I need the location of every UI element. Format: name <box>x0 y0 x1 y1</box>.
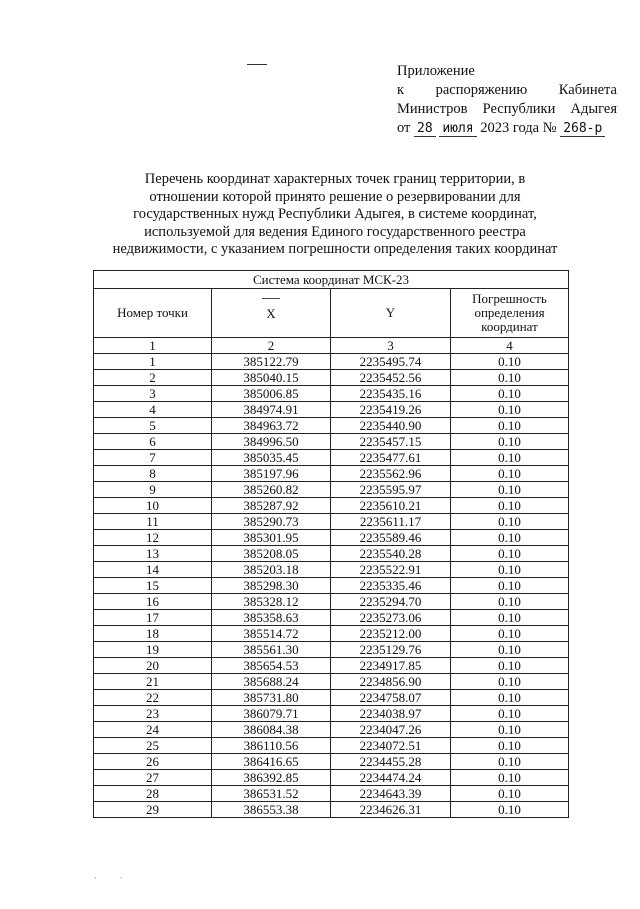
cell-y: 2235457.15 <box>331 434 451 450</box>
table-row <box>94 482 569 498</box>
date-year: 2023 года № <box>480 120 557 136</box>
cell-point-number: 26 <box>94 754 212 770</box>
cell-point-number: 18 <box>94 626 212 642</box>
cell-x: 385260.82 <box>212 482 331 498</box>
cell-accuracy: 0.10 <box>451 594 569 610</box>
cell-y: 2235495.74 <box>331 354 451 370</box>
cell-y: 2234455.28 <box>331 754 451 770</box>
cell-accuracy: 0.10 <box>451 754 569 770</box>
table-row <box>94 578 569 594</box>
cell-y: 2235595.97 <box>331 482 451 498</box>
header-accuracy: Погрешность определения координат <box>451 289 569 338</box>
cell-x: 384996.50 <box>212 434 331 450</box>
cell-y: 2235435.16 <box>331 386 451 402</box>
cell-accuracy: 0.10 <box>451 786 569 802</box>
cell-x: 385514.72 <box>212 626 331 642</box>
cell-x: 386553.38 <box>212 802 331 818</box>
cell-x: 385688.24 <box>212 674 331 690</box>
cell-accuracy: 0.10 <box>451 562 569 578</box>
coordinate-system-label: Система координат МСК-23 <box>94 271 569 289</box>
cell-y: 2235477.61 <box>331 450 451 466</box>
table-row <box>94 450 569 466</box>
cell-point-number: 3 <box>94 386 212 402</box>
cell-y: 2235611.17 <box>331 514 451 530</box>
table-row <box>94 594 569 610</box>
table-row <box>94 674 569 690</box>
cell-y: 2234047.26 <box>331 722 451 738</box>
cell-y: 2235294.70 <box>331 594 451 610</box>
cell-point-number: 13 <box>94 546 212 562</box>
cell-x: 386531.52 <box>212 786 331 802</box>
cell-y: 2235452.56 <box>331 370 451 386</box>
cell-x: 385290.73 <box>212 514 331 530</box>
header-dash-mark <box>262 298 280 299</box>
document-number: 268-р <box>560 121 605 137</box>
appendix-line-3 <box>397 100 617 119</box>
table-row <box>94 562 569 578</box>
cell-point-number: 2 <box>94 370 212 386</box>
document-heading <box>100 171 570 259</box>
cell-y: 2235129.76 <box>331 642 451 658</box>
cell-y: 2234643.39 <box>331 786 451 802</box>
cell-point-number: 1 <box>94 354 212 370</box>
heading-line: недвижимости, с указанием погрешности определения таких координат <box>112 241 558 257</box>
cell-accuracy: 0.10 <box>451 386 569 402</box>
cell-point-number: 19 <box>94 642 212 658</box>
cell-y: 2235212.00 <box>331 626 451 642</box>
cell-y: 2234758.07 <box>331 690 451 706</box>
cell-x: 385006.85 <box>212 386 331 402</box>
cell-point-number: 10 <box>94 498 212 514</box>
cell-y: 2235335.46 <box>331 578 451 594</box>
cell-accuracy: 0.10 <box>451 722 569 738</box>
cell-accuracy: 0.10 <box>451 578 569 594</box>
appendix-title: Приложение <box>397 63 475 79</box>
cell-y: 2235440.90 <box>331 418 451 434</box>
cell-accuracy: 0.10 <box>451 530 569 546</box>
cell-y: 2235562.96 <box>331 466 451 482</box>
cell-y: 2235610.21 <box>331 498 451 514</box>
cell-point-number: 16 <box>94 594 212 610</box>
heading-line: используемой для ведения Единого государственного реестра <box>144 223 526 240</box>
cell-x: 385301.95 <box>212 530 331 546</box>
cell-x: 385287.92 <box>212 498 331 514</box>
table-row <box>94 546 569 562</box>
table-row <box>94 354 569 370</box>
header-x <box>212 289 331 338</box>
table-row <box>94 434 569 450</box>
date-prefix: от <box>397 120 411 136</box>
cell-accuracy: 0.10 <box>451 658 569 674</box>
table-row <box>94 786 569 802</box>
table-row <box>94 610 569 626</box>
column-number-row <box>94 338 569 354</box>
cell-point-number: 28 <box>94 786 212 802</box>
cell-x: 385731.80 <box>212 690 331 706</box>
cell-accuracy: 0.10 <box>451 706 569 722</box>
cell-accuracy: 0.10 <box>451 466 569 482</box>
appendix-word: распоряжению <box>435 82 528 98</box>
appendix-word: Адыгея <box>570 101 617 117</box>
table-row <box>94 626 569 642</box>
appendix-word: Республики <box>482 101 556 117</box>
column-number: 2 <box>212 338 331 354</box>
cell-accuracy: 0.10 <box>451 610 569 626</box>
cell-x: 385197.96 <box>212 466 331 482</box>
cell-accuracy: 0.10 <box>451 738 569 754</box>
cell-point-number: 4 <box>94 402 212 418</box>
cell-accuracy: 0.10 <box>451 642 569 658</box>
heading-line: Перечень координат характерных точек границ территории, в <box>144 171 526 187</box>
cell-y: 2234917.85 <box>331 658 451 674</box>
cell-point-number: 12 <box>94 530 212 546</box>
cell-y: 2235589.46 <box>331 530 451 546</box>
table-row <box>94 690 569 706</box>
cell-accuracy: 0.10 <box>451 418 569 434</box>
cell-accuracy: 0.10 <box>451 482 569 498</box>
column-number: 4 <box>451 338 569 354</box>
heading-line: отношении которой принято решение о резервировании для <box>149 188 521 205</box>
table-row <box>94 738 569 754</box>
table-row <box>94 402 569 418</box>
cell-x: 386079.71 <box>212 706 331 722</box>
cell-accuracy: 0.10 <box>451 514 569 530</box>
cell-point-number: 29 <box>94 802 212 818</box>
cell-accuracy: 0.10 <box>451 370 569 386</box>
table-row <box>94 770 569 786</box>
cell-accuracy: 0.10 <box>451 802 569 818</box>
table-row <box>94 498 569 514</box>
coordinates-table <box>93 270 569 818</box>
cell-y: 2235273.06 <box>331 610 451 626</box>
heading-line: государственных нужд Республики Адыгея, в системе координат, <box>133 206 537 222</box>
cell-accuracy: 0.10 <box>451 498 569 514</box>
table-row <box>94 370 569 386</box>
cell-point-number: 7 <box>94 450 212 466</box>
appendix-line-2 <box>397 81 617 100</box>
table-row <box>94 530 569 546</box>
table-row <box>94 642 569 658</box>
appendix-block <box>397 62 617 138</box>
cell-point-number: 17 <box>94 610 212 626</box>
cell-accuracy: 0.10 <box>451 546 569 562</box>
cell-point-number: 14 <box>94 562 212 578</box>
table-row <box>94 418 569 434</box>
cell-point-number: 23 <box>94 706 212 722</box>
appendix-word: к <box>397 82 405 98</box>
cell-y: 2234626.31 <box>331 802 451 818</box>
cell-accuracy: 0.10 <box>451 770 569 786</box>
cell-x: 384974.91 <box>212 402 331 418</box>
table-body <box>94 354 569 818</box>
table-row <box>94 722 569 738</box>
date-day: 28 <box>414 121 436 137</box>
cell-x: 385358.63 <box>212 610 331 626</box>
table-row <box>94 386 569 402</box>
cell-accuracy: 0.10 <box>451 450 569 466</box>
cell-x: 386416.65 <box>212 754 331 770</box>
table-row <box>94 706 569 722</box>
cell-y: 2234856.90 <box>331 674 451 690</box>
cell-y: 2235522.91 <box>331 562 451 578</box>
cell-accuracy: 0.10 <box>451 434 569 450</box>
appendix-word: Министров <box>397 101 468 117</box>
cell-x: 385561.30 <box>212 642 331 658</box>
column-number: 1 <box>94 338 212 354</box>
date-month: июля <box>439 121 476 137</box>
cell-x: 386084.38 <box>212 722 331 738</box>
appendix-word: Кабинета <box>558 82 617 98</box>
cell-point-number: 27 <box>94 770 212 786</box>
cell-x: 384963.72 <box>212 418 331 434</box>
cell-x: 385203.18 <box>212 562 331 578</box>
cell-y: 2234038.97 <box>331 706 451 722</box>
header-point-number: Номер точки <box>94 289 212 338</box>
cell-y: 2234072.51 <box>331 738 451 754</box>
cell-y: 2235540.28 <box>331 546 451 562</box>
cell-x: 385654.53 <box>212 658 331 674</box>
scan-specks: ˙ ˙ <box>94 876 123 886</box>
cell-accuracy: 0.10 <box>451 690 569 706</box>
cell-accuracy: 0.10 <box>451 402 569 418</box>
cell-x: 385208.05 <box>212 546 331 562</box>
cell-x: 385298.30 <box>212 578 331 594</box>
cell-y: 2235419.26 <box>331 402 451 418</box>
cell-point-number: 22 <box>94 690 212 706</box>
cell-x: 385328.12 <box>212 594 331 610</box>
cell-x: 386392.85 <box>212 770 331 786</box>
cell-point-number: 6 <box>94 434 212 450</box>
cell-point-number: 25 <box>94 738 212 754</box>
cell-accuracy: 0.10 <box>451 626 569 642</box>
cell-point-number: 5 <box>94 418 212 434</box>
cell-point-number: 21 <box>94 674 212 690</box>
cell-point-number: 11 <box>94 514 212 530</box>
cell-point-number: 20 <box>94 658 212 674</box>
column-number: 3 <box>331 338 451 354</box>
table-row <box>94 466 569 482</box>
cell-x: 386110.56 <box>212 738 331 754</box>
cell-accuracy: 0.10 <box>451 674 569 690</box>
cell-y: 2234474.24 <box>331 770 451 786</box>
table-row <box>94 514 569 530</box>
cell-x: 385040.15 <box>212 370 331 386</box>
header-y: Y <box>331 289 451 338</box>
coordinate-system-row <box>94 271 569 289</box>
cell-point-number: 15 <box>94 578 212 594</box>
cell-point-number: 8 <box>94 466 212 482</box>
table-row <box>94 802 569 818</box>
cell-x: 385035.45 <box>212 450 331 466</box>
cell-x: 385122.79 <box>212 354 331 370</box>
cell-point-number: 24 <box>94 722 212 738</box>
header-x-label: X <box>266 305 276 321</box>
table-row <box>94 658 569 674</box>
top-dash-mark <box>247 64 267 65</box>
appendix-date-line <box>397 119 617 138</box>
cell-accuracy: 0.10 <box>451 354 569 370</box>
table-row <box>94 754 569 770</box>
table-header-row <box>94 289 569 338</box>
cell-point-number: 9 <box>94 482 212 498</box>
